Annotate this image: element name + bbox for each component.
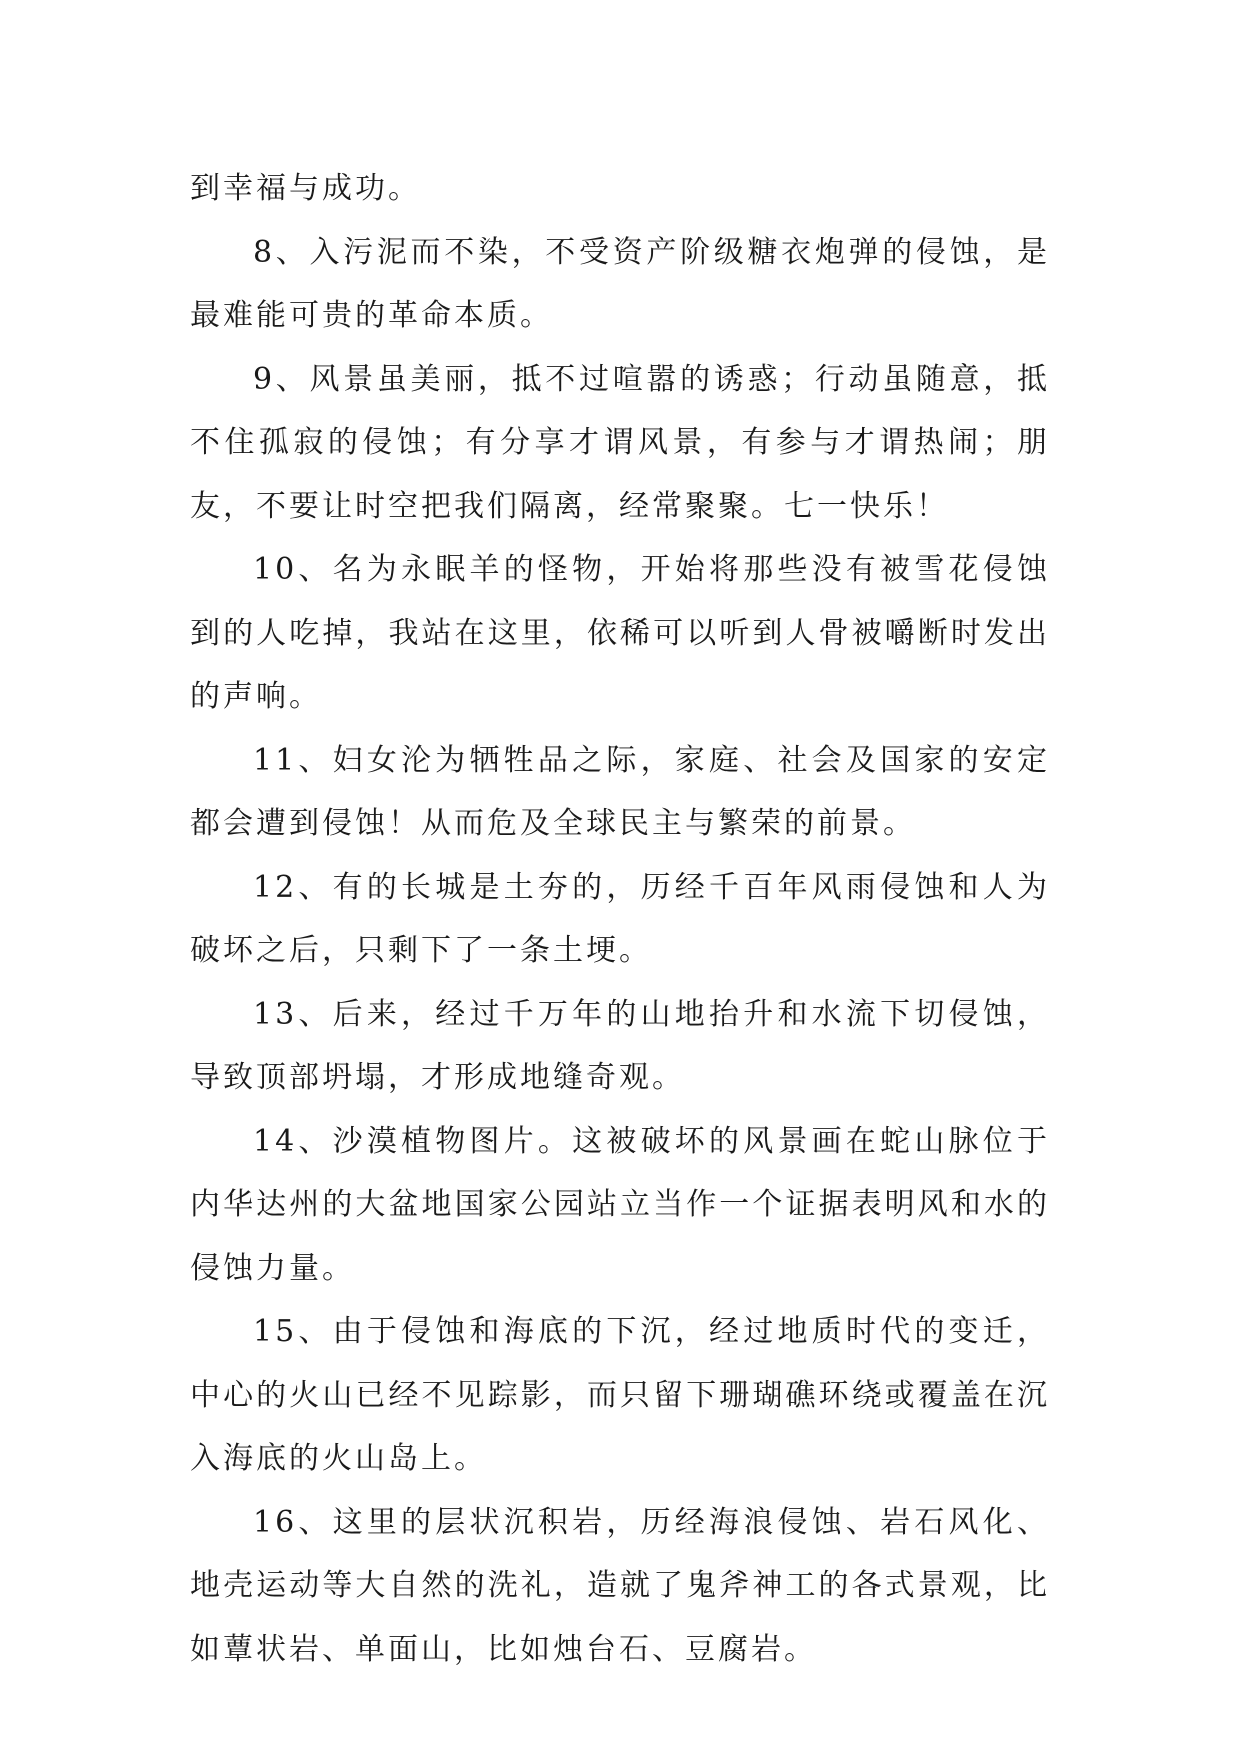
paragraph-item-12: 12、有的长城是土夯的，历经千百年风雨侵蚀和人为破坏之后，只剩下了一条土埂。 (190, 869, 1050, 968)
paragraph-item-13: 13、后来，经过千万年的山地抬升和水流下切侵蚀，导致顶部坍塌，才形成地缝奇观。 (190, 996, 1050, 1095)
paragraph-item-11: 11、妇女沦为牺牲品之际，家庭、社会及国家的安定都会遭到侵蚀！从而危及全球民主与繁荣的前景。 (190, 742, 1050, 841)
paragraph-item-8: 8、入污泥而不染，不受资产阶级糖衣炮弹的侵蚀，是最难能可贵的革命本质。 (190, 234, 1050, 333)
paragraph-item-16: 16、这里的层状沉积岩，历经海浪侵蚀、岩石风化、地壳运动等大自然的洗礼，造就了鬼斧神工的各式景观，比如蕈状岩、单面山，比如烛台石、豆腐岩。 (190, 1504, 1050, 1667)
paragraph-item-15: 15、由于侵蚀和海底的下沉，经过地质时代的变迁，中心的火山已经不见踪影，而只留下珊瑚礁环绕或覆盖在沉入海底的火山岛上。 (190, 1314, 1050, 1476)
paragraph-item-14: 14、沙漠植物图片。这被破坏的风景画在蛇山脉位于内华达州的大盆地国家公园站立当作一个证据表明风和水的侵蚀力量。 (190, 1123, 1050, 1286)
paragraph-continuation: 到幸福与成功。 (190, 171, 421, 206)
document-body (190, 157, 1050, 1681)
paragraph-item-9: 9、风景虽美丽，抵不过喧嚣的诱惑；行动虽随意，抵不住孤寂的侵蚀；有分享才谓风景，有参与才谓热闹；朋友，不要让时空把我们隔离，经常聚聚。七一快乐！ (190, 361, 1050, 524)
paragraph-item-10: 10、名为永眠羊的怪物，开始将那些没有被雪花侵蚀到的人吃掉，我站在这里，依稀可以听到人骨被嚼断时发出的声响。 (190, 552, 1050, 714)
